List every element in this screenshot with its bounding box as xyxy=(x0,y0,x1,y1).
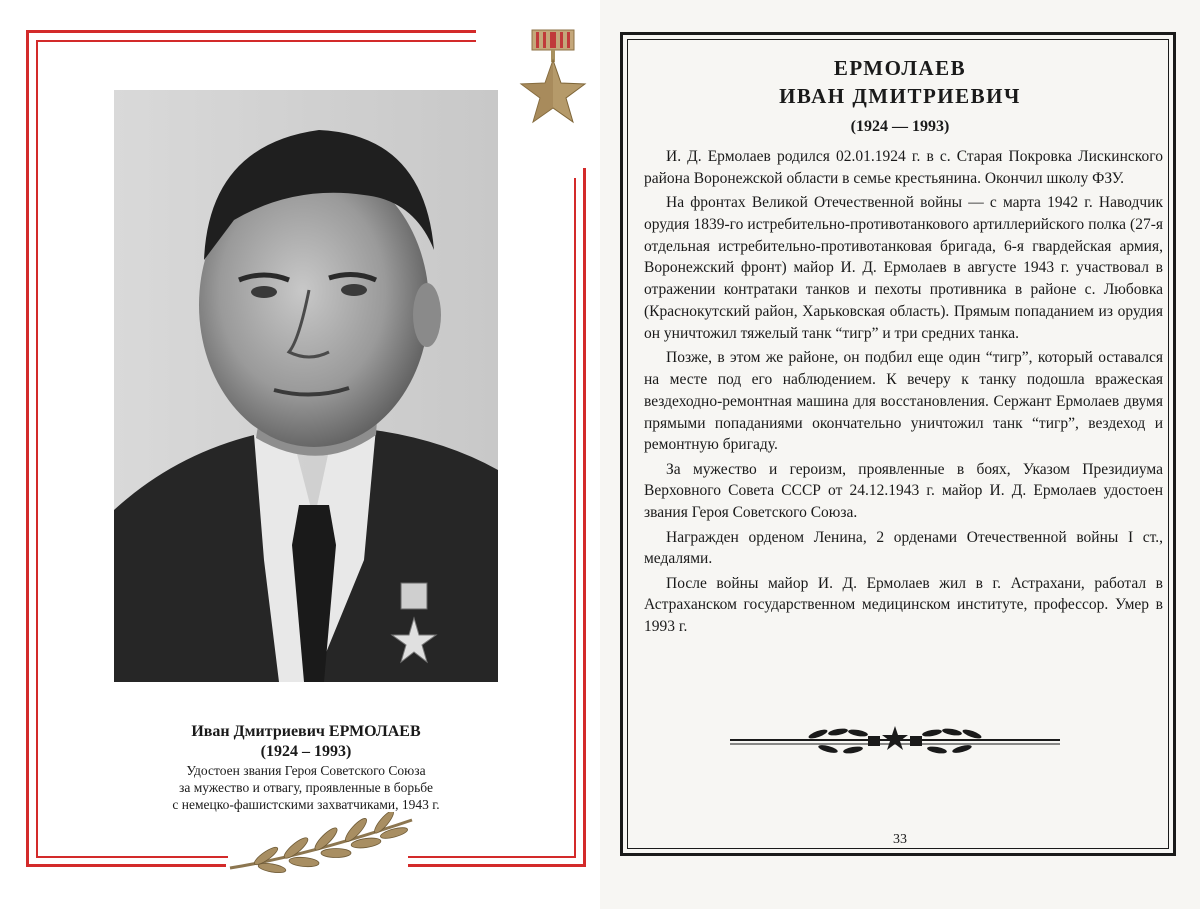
right-page xyxy=(600,0,1200,909)
bio-paragraph: И. Д. Ермолаев родился 02.01.1924 г. в с. Старая Покровка Лискинского района Воронежской области в семье крестьянина. Окончил школу ФЗУ. xyxy=(644,148,1163,187)
frame-bottom-line-right-inner xyxy=(408,856,576,858)
frame-left-line-inner xyxy=(36,40,38,858)
bio-given-names: ИВАН ДМИТРИЕВИЧ xyxy=(779,84,1021,108)
frame-bottom-line-right xyxy=(408,864,586,867)
bio-paragraph: После войны майор И. Д. Ермолаев жил в г. Астрахани, работал в Астраханском государственном медицинском институте, профессор. Умер в 1993 г. xyxy=(644,574,1163,636)
frame-top-line xyxy=(26,30,476,33)
frame-bottom-line xyxy=(26,864,226,867)
portrait-caption xyxy=(120,722,492,813)
bio-paragraph: На фронтах Великой Отечественной войны — с марта 1942 г. Наводчик орудия 1839-го истребительно-противотанкового артиллерийского полка (27-я отдельная истребительно-противотанковая бригада, 6-я гвардейская армия, Воронежский фронт) майор И. Д. Ермолаев в августе 1943 г. участвовал в отражении контратаки танков и пехоты противника в районе с. Любовка (Краснокутский район, Харьковская область). Прямым попаданием из орудия он уничтожил тяжелый танк “тигр” и три средних танка. xyxy=(644,194,1163,342)
frame-top-line-inner xyxy=(36,40,476,42)
frame-right-line xyxy=(583,168,586,866)
bio-years: (1924 — 1993) xyxy=(850,118,950,135)
caption-line: с немецко-фашистскими захватчиками, 1943 г. xyxy=(172,797,440,812)
caption-line: Удостоен звания Героя Советского Союза xyxy=(186,763,426,778)
bio-paragraph: Позже, в этом же районе, он подбил еще один “тигр”, который оставался на месте под его наблюдением. К вечеру к танку подошла вражеская вездеходно-ремонтная машина для восстановления. Сержант Ермолаев двумя прямыми попаданиями окончательно уничтожил танк “тигр”, вездеход и ремонтную бригаду. xyxy=(644,349,1163,454)
bio-text xyxy=(644,146,1163,641)
bio-paragraph: За мужество и героизм, проявленные в боях, Указом Президиума Верховного Совета СССР от 24.12.1943 г. майор И. Д. Ермолаев удостоен звания Героя Советского Союза. xyxy=(644,460,1163,522)
caption-line: за мужество и отвагу, проявленные в борьбе xyxy=(179,780,433,795)
bio-surname: ЕРМОЛАЕВ xyxy=(833,56,967,80)
caption-name: Иван Дмитриевич ЕРМОЛАЕВ xyxy=(191,723,421,740)
page-number: 33 xyxy=(893,832,907,847)
frame-bottom-line-inner xyxy=(36,856,228,858)
frame-right-line-inner xyxy=(574,178,576,858)
frame-left-line xyxy=(26,30,29,866)
laurel-branch-icon xyxy=(226,812,416,874)
bio-paragraph: Награжден орденом Ленина, 2 орденами Отечественной войны I ст., медалями. xyxy=(644,528,1163,568)
laurel-star-divider-icon xyxy=(728,722,1062,756)
caption-years: (1924 – 1993) xyxy=(260,743,352,760)
portrait-photo xyxy=(114,90,498,682)
hero-gold-star-medal-icon xyxy=(519,28,587,128)
